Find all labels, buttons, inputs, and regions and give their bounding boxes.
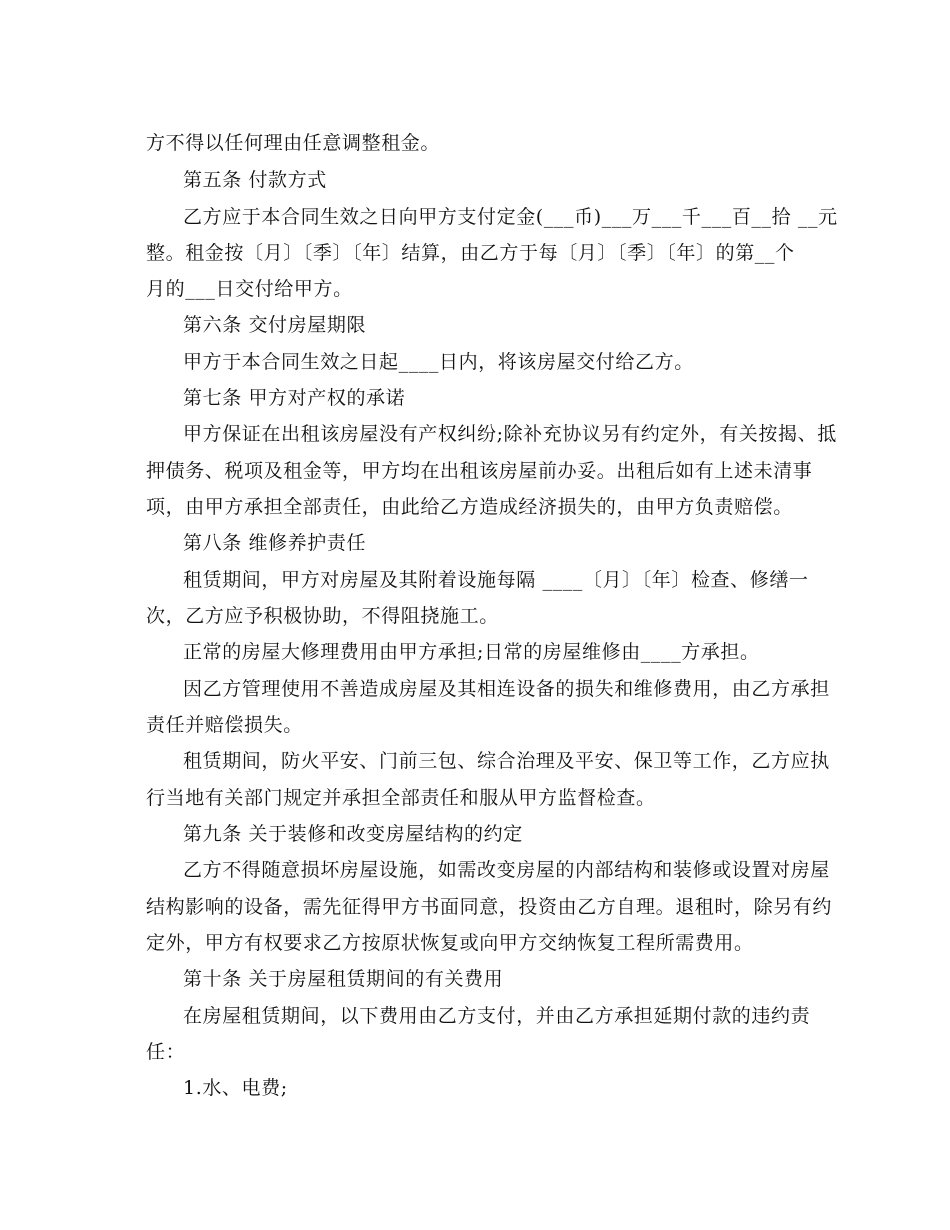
text-line: 租赁期间，甲方对房屋及其附着设施每隔 ____〔月〕〔年〕检查、修缮一	[183, 569, 809, 591]
text-line: 因乙方管理使用不善造成房屋及其相连设备的损失和维修费用，由乙方承担	[183, 678, 830, 700]
article-heading: 第六条 交付房屋期限	[183, 314, 367, 336]
text-line: 责任并赔偿损失。	[146, 714, 303, 736]
text-line: 定外，甲方有权要求乙方按原状恢复或向甲方交纳恢复工程所需费用。	[146, 932, 754, 954]
text-line: 行当地有关部门规定并承担全部责任和服从甲方监督检查。	[146, 787, 656, 809]
list-item: 1.水、电费;	[183, 1077, 288, 1099]
article-heading: 第五条 付款方式	[183, 169, 327, 191]
text-line: 甲方于本合同生效之日起____日内，将该房屋交付给乙方。	[183, 351, 694, 373]
text-line: 押债务、税项及租金等，甲方均在出租该房屋前办妥。出租后如有上述未清事	[146, 460, 813, 482]
article-heading: 第九条 关于装修和改变房屋结构的约定	[183, 823, 523, 845]
text-line: 在房屋租赁期间，以下费用由乙方支付，并由乙方承担延期付款的违约责	[183, 1005, 811, 1027]
text-line: 乙方不得随意损坏房屋设施，如需改变房屋的内部结构和装修或设置对房屋	[183, 859, 830, 881]
text-line: 甲方保证在出租该房屋没有产权纠纷;除补充协议另有约定外，有关按揭、抵	[183, 423, 837, 445]
text-line: 正常的房屋大修理费用由甲方承担;日常的房屋维修由____方承担。	[183, 641, 760, 663]
text-line: 结构影响的设备，需先征得甲方书面同意，投资由乙方自理。退租时，除另有约	[146, 896, 833, 918]
text-line: 租赁期间，防火平安、门前三包、综合治理及平安、保卫等工作，乙方应执	[183, 750, 830, 772]
text-line: 任：	[146, 1041, 186, 1063]
text-line: 项，由甲方承担全部责任，由此给乙方造成经济损失的，由甲方负责赔偿。	[146, 496, 793, 518]
text-line: 整。租金按〔月〕〔季〕〔年〕结算，由乙方于每〔月〕〔季〕〔年〕的第__个	[146, 242, 795, 264]
text-line: 次，乙方应予积极协助，不得阻挠施工。	[146, 605, 499, 627]
text-line: 方不得以任何理由任意调整租金。	[146, 132, 441, 154]
article-heading: 第七条 甲方对产权的承诺	[183, 387, 406, 409]
article-heading: 第八条 维修养护责任	[183, 532, 367, 554]
text-line: 月的___日交付给甲方。	[146, 278, 353, 300]
text-line: 乙方应于本合同生效之日向甲方支付定金(___币)___万___千___百__拾 __元	[183, 206, 838, 228]
article-heading: 第十条 关于房屋租赁期间的有关费用	[183, 968, 504, 990]
